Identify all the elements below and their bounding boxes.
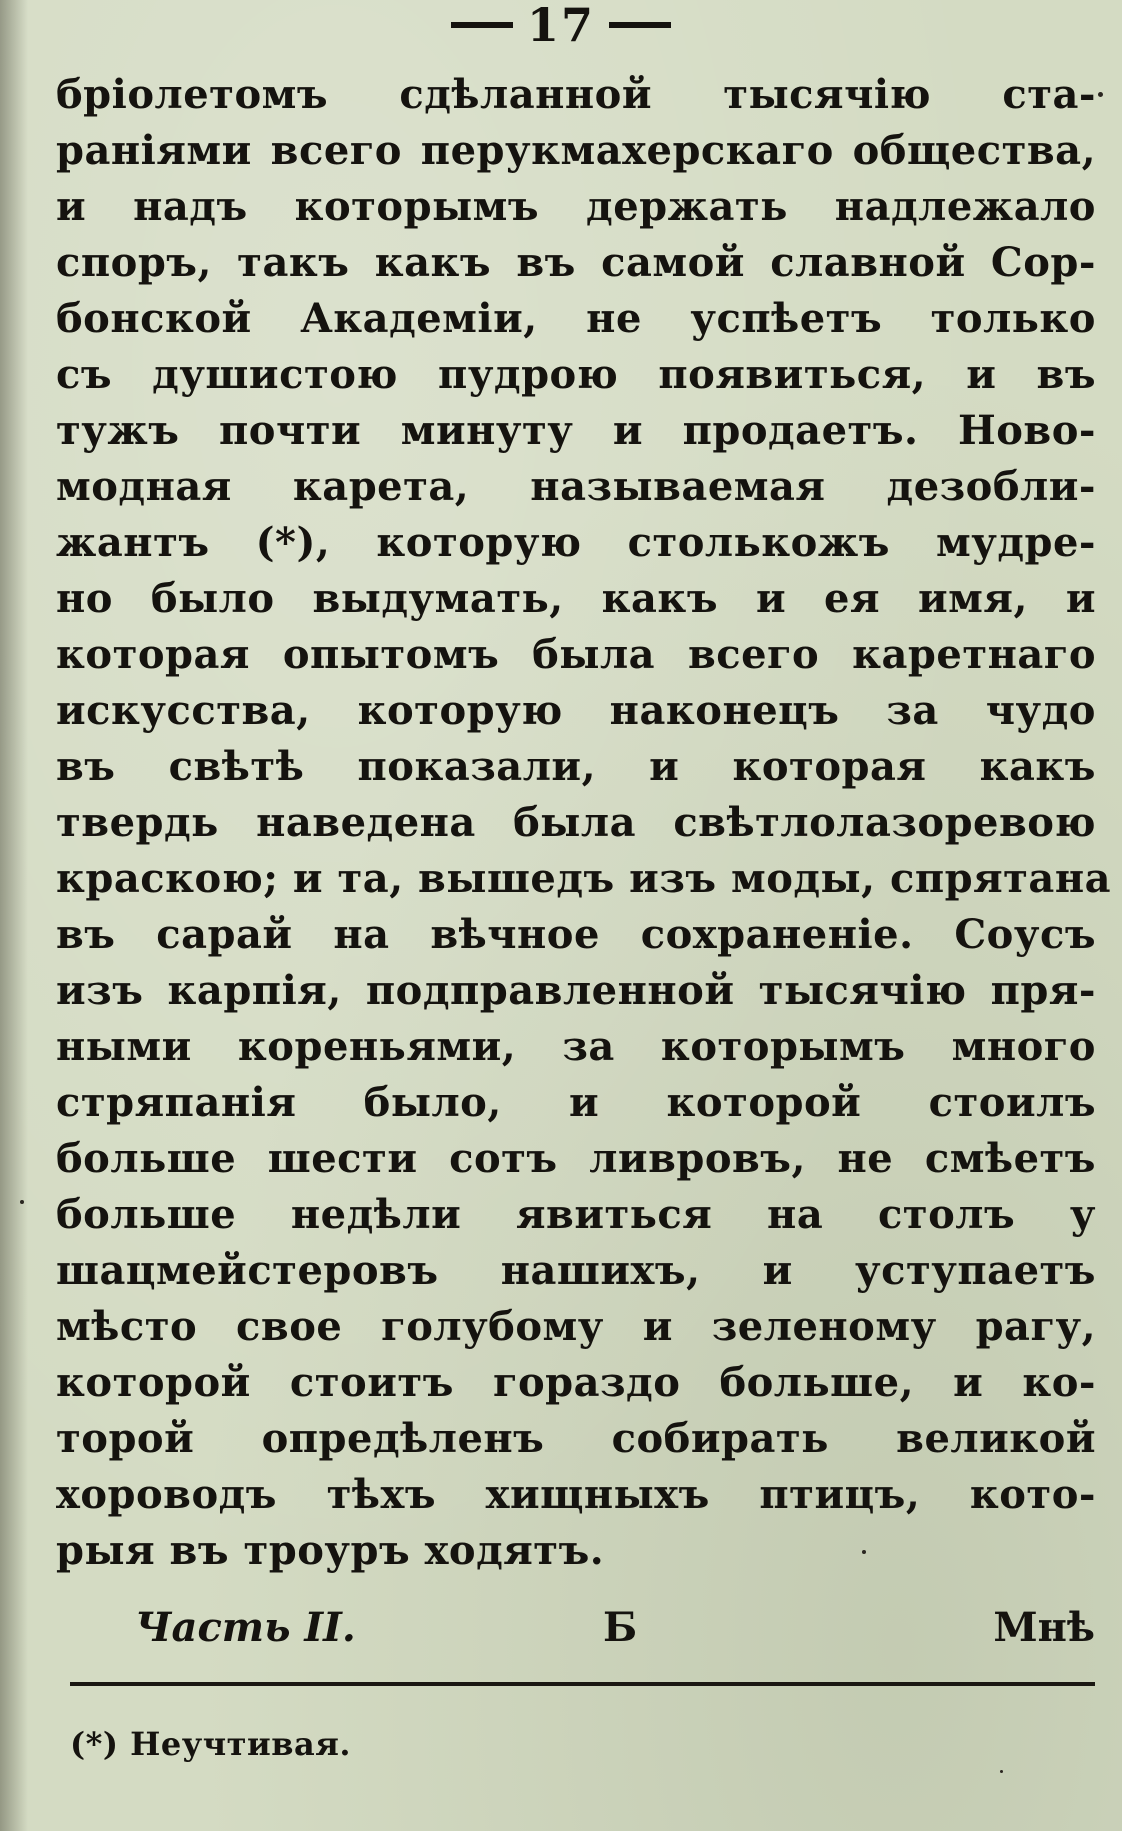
text-line: стряпанія было, и которой стоилъ [56,1079,1096,1126]
text-line: которой стоитъ гораздо больше, и ко- [56,1359,1096,1406]
text-line: въ свѣтѣ показали, и которая какъ [56,743,1096,790]
text-line: которая опытомъ была всего каретнаго [56,631,1096,678]
text-line-last: рыя въ троуръ ходятъ. [56,1527,605,1574]
text-line: жантъ (*), которую столькожъ мудре- [56,519,1096,566]
body-text [56,64,1112,1584]
text-line: мѣсто свое голубому и зеленому рагу, [56,1303,1096,1350]
text-line: въ сарай на вѣчное сохраненіе. Соусъ [56,911,1096,958]
catchword: Мнѣ [993,1604,1095,1651]
text-line: торой опредѣленъ собирать великой [56,1415,1096,1462]
ink-speck [1000,1770,1003,1773]
part-label: Часть II. [135,1604,356,1651]
text-line: шацмейстеровъ нашихъ, и уступаетъ [56,1247,1096,1294]
text-line: больше недѣли явиться на столъ у [56,1191,1096,1238]
text-line: больше шести сотъ ливровъ, не смѣетъ [56,1135,1096,1182]
right-dash [609,22,671,28]
page-number: 17 [526,0,595,52]
ink-speck [20,1200,24,1204]
text-line: раніями всего перукмахерскаго общества, [56,127,1096,174]
text-line: но было выдумать, какъ и ея имя, и [56,575,1096,622]
left-dash [451,22,513,28]
text-line: изъ карпія, подправленной тысячію пря- [56,967,1096,1014]
text-line: ными кореньями, за которымъ много [56,1023,1096,1070]
signature-mark: Б [603,1604,638,1651]
ink-speck [862,1550,866,1554]
footnote: (*) Неучтивая. [70,1725,351,1763]
text-line: твердь наведена была свѣтлолазоревою [56,799,1096,846]
signature-row [135,1600,1095,1656]
text-line: краскою; и та, вышедъ изъ моды, спрятана [56,855,1112,902]
text-line: искусства, которую наконецъ за чудо [56,687,1096,734]
text-line: бонской Академіи, не успѣетъ только [56,295,1096,342]
text-line: модная карета, называемая дезобли- [56,463,1096,510]
page-number-header [0,0,1122,52]
text-line: съ душистою пудрою появиться, и въ [56,351,1096,398]
ink-speck [1098,92,1103,97]
gutter-shadow [0,0,28,1831]
text-line: тужъ почти минуту и продаетъ. Ново- [56,407,1096,454]
footnote-rule [70,1682,1095,1686]
text-line: хороводъ тѣхъ хищныхъ птицъ, кото- [56,1471,1096,1518]
text-line: бріолетомъ сдѣланной тысячію ста- [56,71,1096,118]
text-line: и надъ которымъ держать надлежало [56,183,1096,230]
text-line: споръ, такъ какъ въ самой славной Сор- [56,239,1096,286]
